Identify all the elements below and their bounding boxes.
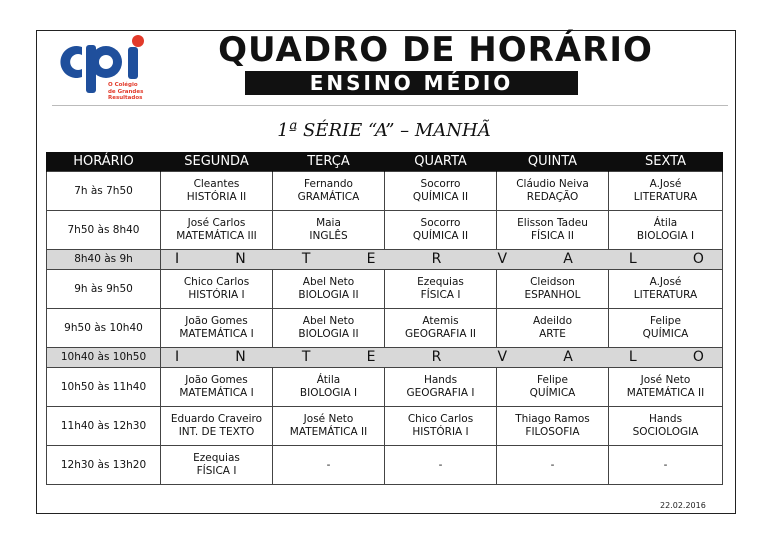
teacher-name: João Gomes <box>185 315 248 327</box>
subject-name: FÍSICA I <box>196 465 237 477</box>
schedule-cell <box>273 270 385 309</box>
subject-name: BIOLOGIA I <box>299 387 358 399</box>
schedule-cell <box>497 368 609 407</box>
schedule-cell <box>385 270 497 309</box>
break-letter: E <box>366 349 376 365</box>
teacher-name: Ezequias <box>193 452 240 464</box>
teacher-name: Eduardo Craveiro <box>170 413 263 425</box>
schedule-cell <box>609 211 723 250</box>
schedule-cell <box>273 309 385 348</box>
teacher-name: Fernando <box>304 178 353 190</box>
schedule-cell <box>497 270 609 309</box>
subject-name: GEOGRAFIA II <box>404 328 477 340</box>
schedule-cell <box>273 172 385 211</box>
break-letter: A <box>563 251 573 267</box>
logo-tag-line-3: Resultados <box>108 95 143 101</box>
class-series-label: 1ª SÉRIE “A” – MANHÃ <box>277 120 491 141</box>
break-letter: T <box>301 349 311 365</box>
schedule-cell <box>161 368 273 407</box>
break-letter: T <box>301 251 311 267</box>
schedule-cell <box>161 211 273 250</box>
teacher-name: José Carlos <box>187 217 246 229</box>
break-row <box>47 250 723 270</box>
teacher-name: Maia <box>316 217 341 229</box>
teacher-name: Hands <box>423 374 458 386</box>
subject-name: BIOLOGIA I <box>636 230 695 242</box>
break-letter: O <box>692 349 704 365</box>
column-header: TERÇA <box>273 152 385 172</box>
subject-name: BIOLOGIA II <box>298 289 359 301</box>
schedule-cell <box>273 446 385 485</box>
subject-name: LITERATURA <box>633 289 698 301</box>
teacher-name: A.José <box>649 276 682 288</box>
break-letter: L <box>628 251 637 267</box>
subject-name: INGLÊS <box>309 230 348 242</box>
page-title: QUADRO DE HORÁRIO <box>218 30 653 70</box>
schedule-cell <box>273 407 385 446</box>
table-row <box>47 446 723 485</box>
table-row <box>47 309 723 348</box>
schedule-cell <box>161 172 273 211</box>
break-letter: L <box>628 349 637 365</box>
schedule-cell <box>497 446 609 485</box>
schedule-cell <box>385 309 497 348</box>
teacher-name: Átila <box>316 374 341 386</box>
logo-tag-line-2: de Grandes <box>108 88 144 95</box>
teacher-name: Abel Neto <box>302 276 355 288</box>
break-letter: I <box>175 349 180 365</box>
subject-name: MATEMÁTICA II <box>289 426 368 438</box>
subject-name: ESPANHOL <box>524 289 581 301</box>
schedule-cell <box>497 172 609 211</box>
subject-name: QUÍMICA <box>642 328 689 340</box>
table-row <box>47 368 723 407</box>
schedule-cell <box>385 211 497 250</box>
teacher-name: Socorro <box>420 217 461 229</box>
column-header: QUINTA <box>497 152 609 172</box>
schedule-cell <box>497 211 609 250</box>
subject-name: HISTÓRIA I <box>412 426 469 438</box>
schedule-cell <box>273 368 385 407</box>
teacher-name: Átila <box>653 217 678 229</box>
schedule-cell <box>609 309 723 348</box>
schedule-cell <box>273 211 385 250</box>
schedule-cell <box>385 368 497 407</box>
column-header: HORÁRIO <box>47 152 161 172</box>
table-row <box>47 172 723 211</box>
break-letter: O <box>692 251 704 267</box>
break-label <box>161 250 723 270</box>
teacher-name: Socorro <box>420 178 461 190</box>
teacher-name: - <box>550 458 555 471</box>
schedule-cell <box>385 446 497 485</box>
teacher-name: - <box>326 458 331 471</box>
time-slot: 7h às 7h50 <box>47 172 161 211</box>
break-letter: E <box>366 251 376 267</box>
schedule-cell <box>497 309 609 348</box>
subject-name: GRAMÁTICA <box>297 191 360 203</box>
time-slot: 11h40 às 12h30 <box>47 407 161 446</box>
schedule-cell <box>609 407 723 446</box>
teacher-name: João Gomes <box>185 374 248 386</box>
logo-tagline <box>108 82 143 102</box>
header-divider <box>52 105 728 106</box>
time-slot: 9h às 9h50 <box>47 270 161 309</box>
teacher-name: José Neto <box>640 374 691 386</box>
subject-name: QUÍMICA <box>529 387 576 399</box>
column-header: QUARTA <box>385 152 497 172</box>
time-slot: 8h40 às 9h <box>47 250 161 270</box>
subject-name: HISTÓRIA I <box>188 289 245 301</box>
teacher-name: Cláudio Neiva <box>516 178 589 190</box>
subject-name: LITERATURA <box>633 191 698 203</box>
schedule-cell <box>497 407 609 446</box>
subject-name: INT. DE TEXTO <box>178 426 255 438</box>
time-slot: 7h50 às 8h40 <box>47 211 161 250</box>
teacher-name: Elisson Tadeu <box>517 217 588 229</box>
schedule-cell <box>609 172 723 211</box>
teacher-name: Felipe <box>537 374 568 386</box>
break-letter: V <box>497 251 508 267</box>
logo-tag-line-1: O Colégio <box>108 82 138 88</box>
break-letter: N <box>235 349 246 365</box>
subject-name: GEOGRAFIA I <box>406 387 475 399</box>
schedule-cell <box>161 309 273 348</box>
teacher-name: A.José <box>649 178 682 190</box>
schedule-cell <box>161 270 273 309</box>
subject-name: FÍSICA I <box>420 289 461 301</box>
page-subtitle: ENSINO MÉDIO <box>245 71 578 95</box>
subject-name: ARTE <box>539 328 566 340</box>
break-letter: A <box>563 349 573 365</box>
break-letter: R <box>431 349 442 365</box>
break-letter: N <box>235 251 246 267</box>
subject-name: HISTÓRIA II <box>186 191 247 203</box>
teacher-name: Chico Carlos <box>407 413 474 425</box>
time-slot: 10h40 às 10h50 <box>47 348 161 368</box>
table-row <box>47 407 723 446</box>
table-header-row <box>47 152 723 172</box>
teacher-name: Hands <box>648 413 683 425</box>
subject-name: FILOSOFIA <box>525 426 580 438</box>
teacher-name: Cleantes <box>193 178 240 190</box>
subject-name: REDAÇÃO <box>526 191 579 203</box>
break-label <box>161 348 723 368</box>
teacher-name: Cleidson <box>530 276 575 288</box>
table-body <box>47 172 723 485</box>
teacher-name: Felipe <box>650 315 681 327</box>
break-letter: V <box>497 349 508 365</box>
teacher-name: Thiago Ramos <box>515 413 590 425</box>
schedule-cell <box>609 270 723 309</box>
schedule-cell <box>161 407 273 446</box>
column-header: SEGUNDA <box>161 152 273 172</box>
time-slot: 9h50 às 10h40 <box>47 309 161 348</box>
teacher-name: Abel Neto <box>302 315 355 327</box>
subject-name: MATEMÁTICA II <box>626 387 705 399</box>
teacher-name: Adeildo <box>532 315 573 327</box>
schedule-cell <box>161 446 273 485</box>
subject-name: FÍSICA II <box>531 230 574 242</box>
subject-name: BIOLOGIA II <box>298 328 359 340</box>
break-letter: R <box>431 251 442 267</box>
subject-name: SOCIOLOGIA <box>632 426 699 438</box>
table-row <box>47 270 723 309</box>
subject-name: QUÍMICA II <box>412 191 469 203</box>
schedule-cell <box>609 368 723 407</box>
teacher-name: - <box>438 458 443 471</box>
schedule-cell <box>385 172 497 211</box>
break-letter: I <box>175 251 180 267</box>
column-header: SEXTA <box>609 152 723 172</box>
teacher-name: Atemis <box>422 315 459 327</box>
schedule-cell <box>385 407 497 446</box>
table-row <box>47 211 723 250</box>
document-date: 22.02.2016 <box>660 501 706 510</box>
teacher-name: José Neto <box>303 413 354 425</box>
teacher-name: - <box>663 458 668 471</box>
teacher-name: Chico Carlos <box>183 276 250 288</box>
subject-name: MATEMÁTICA I <box>179 328 254 340</box>
break-row <box>47 348 723 368</box>
time-slot: 12h30 às 13h20 <box>47 446 161 485</box>
subject-name: MATEMÁTICA I <box>179 387 254 399</box>
time-slot: 10h50 às 11h40 <box>47 368 161 407</box>
subject-name: QUÍMICA II <box>412 230 469 242</box>
teacher-name: Ezequias <box>417 276 464 288</box>
schedule-cell <box>609 446 723 485</box>
schedule-table <box>46 152 723 485</box>
subject-name: MATEMÁTICA III <box>176 230 257 242</box>
